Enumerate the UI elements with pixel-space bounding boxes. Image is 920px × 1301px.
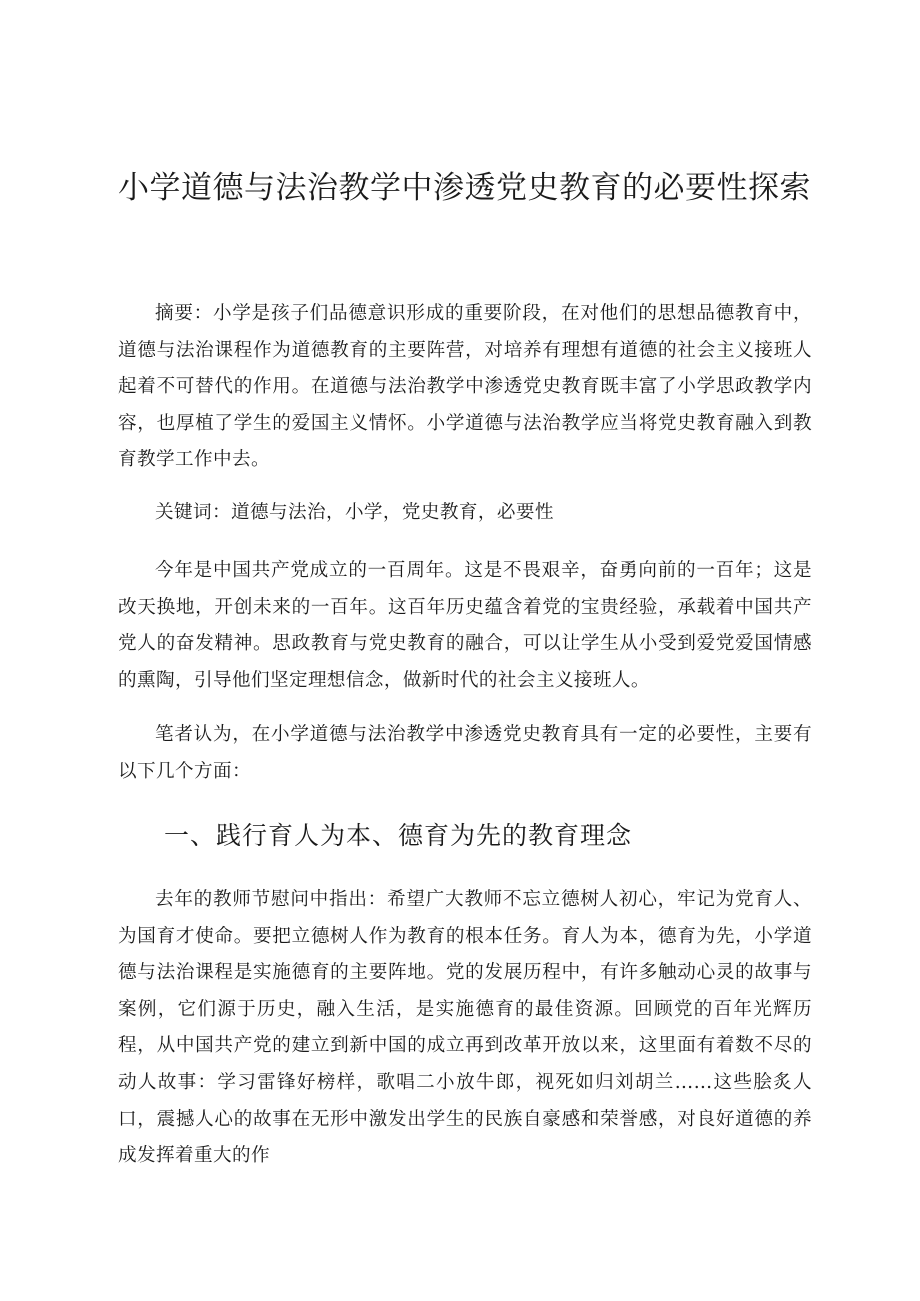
abstract-paragraph: 摘要：小学是孩子们品德意识形成的重要阶段，在对他们的思想品德教育中，道德与法治课程作为道德教育的主要阵营，对培养有理想有道德的社会主义接班人起着不可替代的作用。在道德与法治教学中渗透党史教育既丰富了小学思政教学内容，也厚植了学生的爱国主义情怀。小学道德与法治教学应当将党史教育融入到教育教学工作中去。 bbox=[118, 303, 812, 471]
document-title: 小学道德与法治教学中渗透党史教育的必要性探索 bbox=[118, 170, 811, 206]
section-heading: 一、践行育人为本、德育为先的教育理念 bbox=[164, 821, 633, 850]
view-paragraph: 笔者认为，在小学道德与法治教学中渗透党史教育具有一定的必要性，主要有以下几个方面： bbox=[118, 724, 812, 782]
intro-paragraph: 今年是中国共产党成立的一百周年。这是不畏艰辛，奋勇向前的一百年；这是改天换地，开创未来的一百年。这百年历史蕴含着党的宝贵经验，承载着中国共产党人的奋发精神。思政教育与党史教育的融合，可以让学生从小受到爱党爱国情感的熏陶，引导他们坚定理想信念，做新时代的社会主义接班人。 bbox=[118, 560, 812, 691]
section-body-paragraph: 去年的教师节慰问中指出：希望广大教师不忘立德树人初心，牢记为党育人、为国育才使命。要把立德树人作为教育的根本任务。育人为本，德育为先，小学道德与法治课程是实施德育的主要阵地。党的发展历程中，有许多触动心灵的故事与案例，它们源于历史，融入生活，是实施德育的最佳资源。回顾党的百年光辉历程，从中国共产党的建立到新中国的成立再到改革开放以来，这里面有着数不尽的动人故事：学习雷锋好榜样，歌唱二小放牛郎，视死如归刘胡兰……这些脍炙人口，震撼人心的故事在无形中激发出学生的民族自豪感和荣誉感，对良好道德的养成发挥着重大的作 bbox=[118, 889, 812, 1167]
keywords-line: 关键词：道德与法治，小学，党史教育，必要性 bbox=[155, 502, 554, 523]
